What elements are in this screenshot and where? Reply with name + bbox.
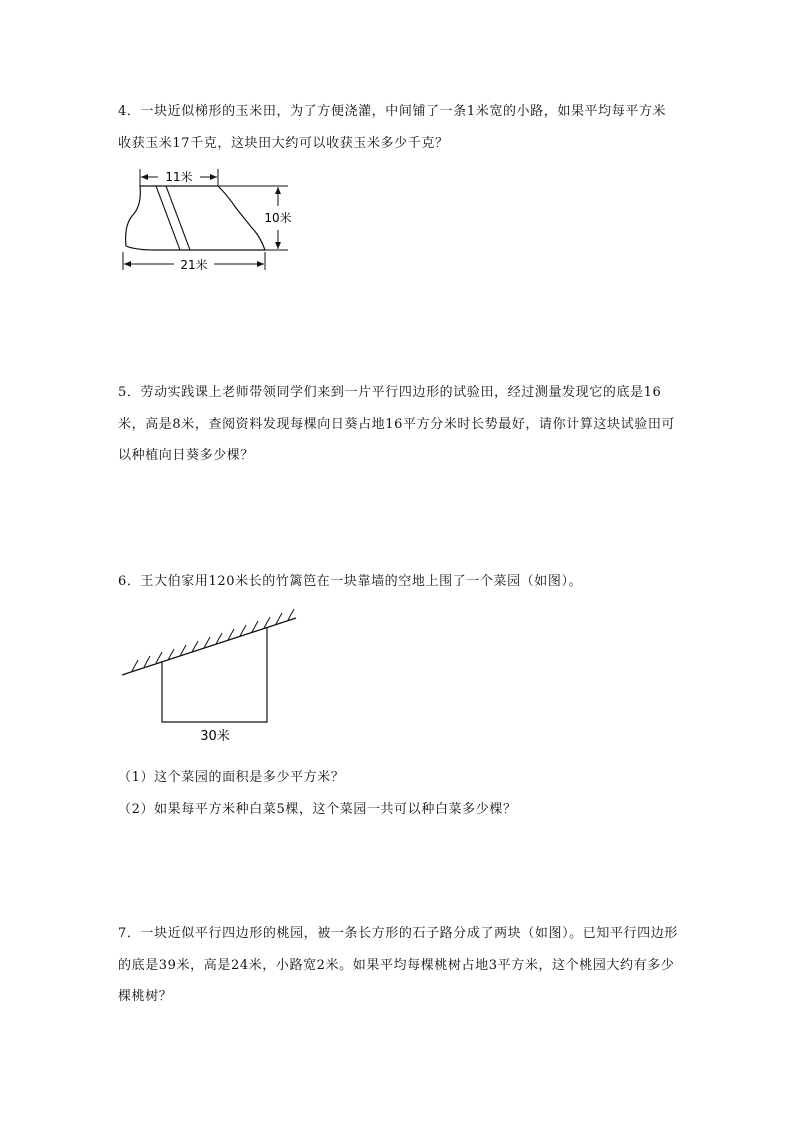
question-7 <box>118 918 678 1013</box>
wall-line <box>122 618 296 675</box>
question-4 <box>118 96 678 159</box>
garden-bottom-label: 30米 <box>200 729 230 744</box>
cornfield-figure <box>118 166 298 276</box>
question-6 <box>118 566 678 598</box>
question-4-text: 4．一块近似梯形的玉米田，为了方便浇灌，中间铺了一条1米宽的小路，如果平均每平方米收获玉米17千克，这块田大约可以收获玉米多少千克？ <box>118 104 667 151</box>
garden-fence <box>162 628 267 722</box>
question-7-text: 7．一块近似平行四边形的桃园，被一条长方形的石子路分成了两块（如图）。已知平行四边形的底是39米，高是24米，小路宽2米。如果平均每棵桃树占地3平方米，这个桃园大约有多少棵桃树？ <box>118 926 678 1004</box>
wall-hatching <box>132 609 294 671</box>
field-outline <box>126 186 265 250</box>
question-6-text: 6．王大伯家用120米长的竹篱笆在一块靠墙的空地上围了一个菜园（如图）。 <box>118 574 583 589</box>
bottom-dimension-label: 21米 <box>180 258 208 272</box>
question-6-sub-1: （1）这个菜园的面积是多少平方米？ <box>118 770 345 785</box>
question-5 <box>118 377 678 472</box>
top-dimension-label: 11米 <box>165 170 193 184</box>
question-6-sub-2: （2）如果每平方米种白菜5棵，这个菜园一共可以种白菜多少棵？ <box>118 802 517 817</box>
side-dimension-label: 10米 <box>264 211 292 225</box>
question-5-text: 5．劳动实践课上老师带领同学们来到一片平行四边形的试验田，经过测量发现它的底是16米，高是8米，查阅资料发现每棵向日葵占地16平方分米时长势最好，请你计算这块试验田可以种植向日葵多少棵？ <box>118 385 676 463</box>
vegetable-garden-figure <box>118 600 308 750</box>
